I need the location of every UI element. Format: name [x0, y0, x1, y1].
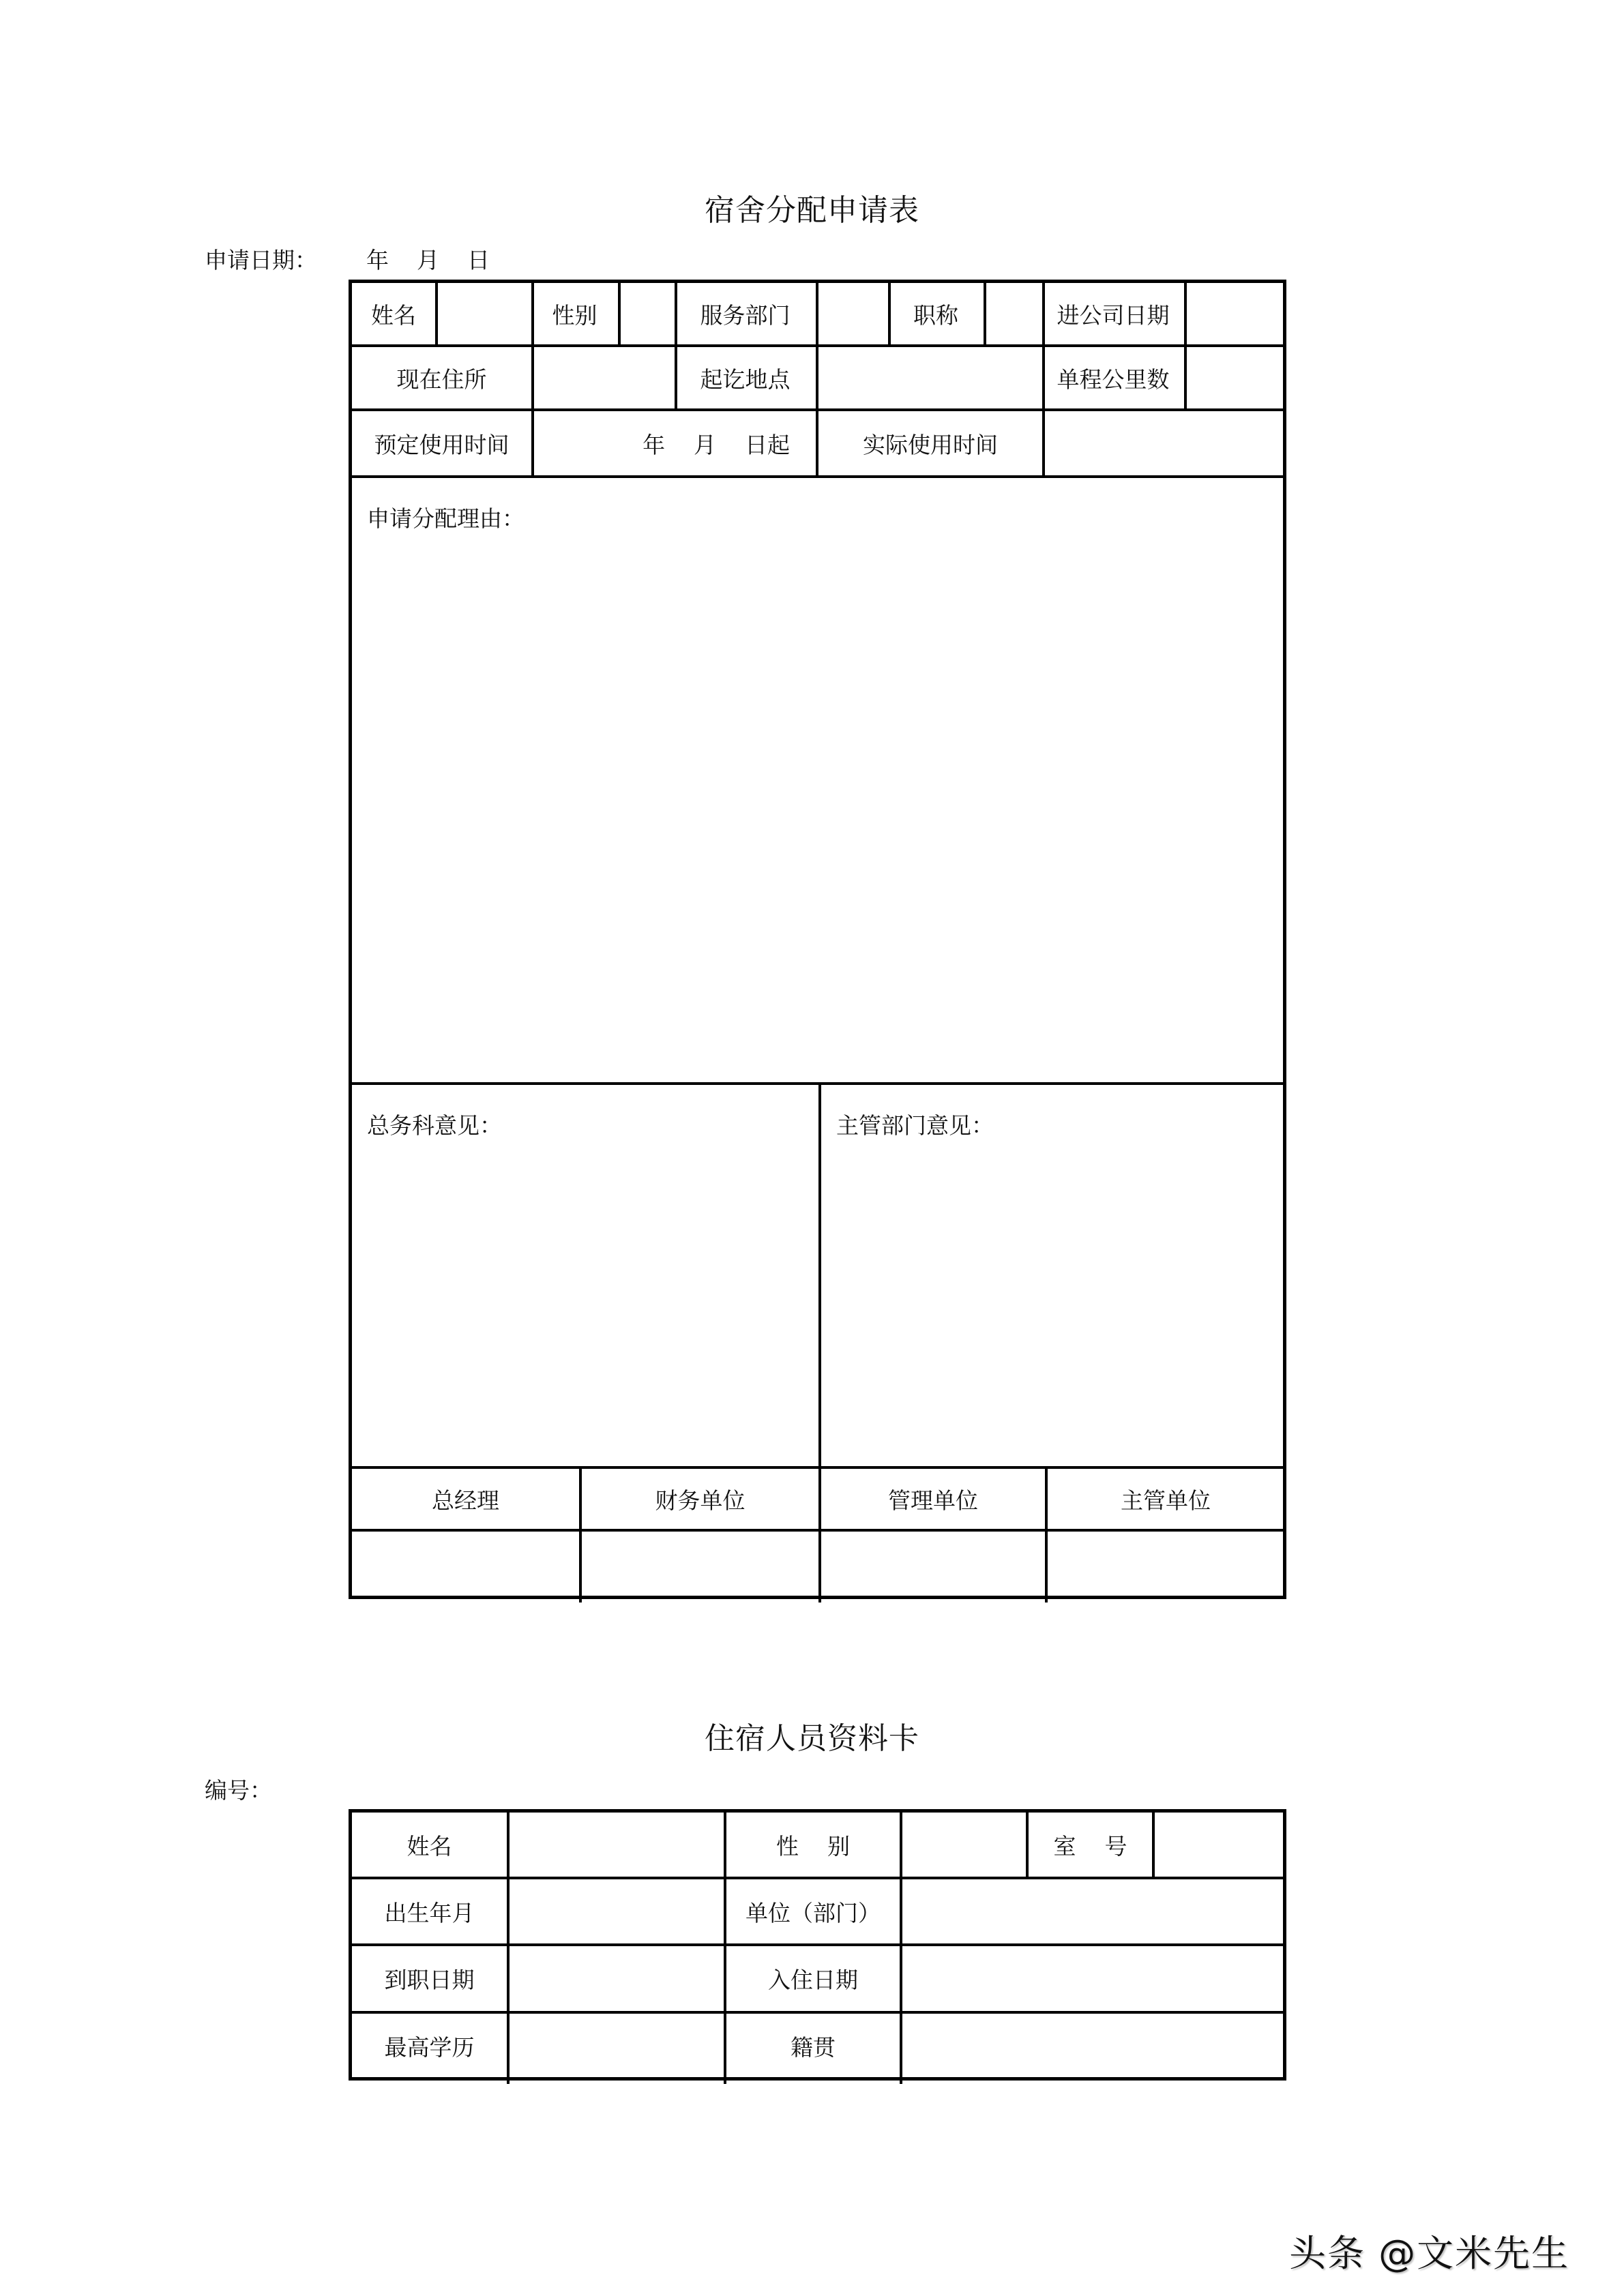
- job-title-label: 职称: [913, 301, 958, 329]
- planned-time-input[interactable]: 年 月 日起: [643, 431, 790, 458]
- signoff-management-field[interactable]: [821, 1532, 1045, 1596]
- card-hire-date-input[interactable]: [510, 1946, 721, 2011]
- card-gender-input[interactable]: [902, 1815, 1023, 1874]
- card-hometown-input[interactable]: [902, 2014, 1281, 2078]
- gender-input[interactable]: [621, 286, 672, 342]
- join-date-input[interactable]: [1187, 286, 1282, 342]
- form1-title: 宿舍分配申请表: [705, 193, 919, 228]
- supervisor-opinion-field[interactable]: [821, 1085, 1284, 1466]
- card-hire-date-label: 到职日期: [384, 1967, 475, 1993]
- general-affairs-opinion-field[interactable]: [352, 1085, 818, 1466]
- signoff-header-finance: 财务单位: [655, 1487, 745, 1514]
- reason-field[interactable]: [352, 478, 1284, 1082]
- residence-label: 现在住所: [396, 366, 487, 393]
- dorm-application-table: [349, 280, 1286, 1599]
- card-room-label: 室 号: [1053, 1832, 1127, 1860]
- signoff-general-manager-field[interactable]: [352, 1532, 579, 1596]
- signoff-supervisor-field[interactable]: [1048, 1532, 1284, 1596]
- route-input[interactable]: [818, 350, 1039, 406]
- supervisor-opinion-label: 主管部门意见：: [836, 1112, 994, 1139]
- card-room-input[interactable]: [1155, 1815, 1281, 1874]
- card-hometown-label: 籍贯: [791, 2033, 836, 2061]
- watermark: 头条 @文米先生: [1289, 2232, 1570, 2275]
- signoff-header-supervisor: 主管单位: [1121, 1487, 1211, 1514]
- signoff-header-management: 管理单位: [888, 1487, 978, 1514]
- signoff-finance-field[interactable]: [582, 1532, 818, 1596]
- form2-title: 住宿人员资料卡: [705, 1721, 919, 1756]
- general-affairs-opinion-label: 总务科意见：: [367, 1112, 502, 1139]
- application-date-year: 年: [366, 247, 389, 273]
- application-date-month: 月: [417, 247, 439, 273]
- card-checkin-date-input[interactable]: [902, 1946, 1281, 2011]
- join-date-label: 进公司日期: [1057, 301, 1170, 329]
- number-label: 编号：: [205, 1777, 272, 1804]
- card-gender-label: 性 别: [776, 1832, 850, 1860]
- name-label: 姓名: [371, 301, 416, 329]
- card-education-label: 最高学历: [384, 2033, 475, 2061]
- residence-input[interactable]: [534, 350, 672, 406]
- application-date-label: 申请日期：: [205, 247, 317, 273]
- card-checkin-date-label: 入住日期: [768, 1967, 858, 1993]
- card-unit-input[interactable]: [902, 1879, 1281, 1943]
- resident-info-card-table: [349, 1809, 1286, 2081]
- application-date-day: 日: [467, 247, 490, 273]
- planned-time-label: 预定使用时间: [374, 431, 510, 458]
- card-birth-input[interactable]: [510, 1879, 721, 1943]
- department-label: 服务部门: [700, 301, 791, 329]
- card-name-input[interactable]: [510, 1815, 721, 1874]
- card-birth-label: 出生年月: [384, 1899, 475, 1926]
- signoff-header-general-manager: 总经理: [432, 1487, 499, 1514]
- department-input[interactable]: [818, 286, 885, 342]
- actual-time-label: 实际使用时间: [863, 431, 998, 458]
- distance-label: 单程公里数: [1057, 366, 1170, 393]
- name-input[interactable]: [438, 286, 529, 342]
- card-education-input[interactable]: [510, 2014, 721, 2078]
- job-title-input[interactable]: [986, 286, 1039, 342]
- distance-input[interactable]: [1187, 350, 1282, 406]
- card-name-label: 姓名: [407, 1832, 452, 1860]
- reason-label: 申请分配理由：: [367, 505, 525, 532]
- gender-label: 性别: [552, 301, 597, 329]
- actual-time-input[interactable]: [1045, 411, 1284, 475]
- card-unit-label: 单位（部门）: [745, 1899, 881, 1926]
- route-label: 起讫地点: [700, 366, 791, 393]
